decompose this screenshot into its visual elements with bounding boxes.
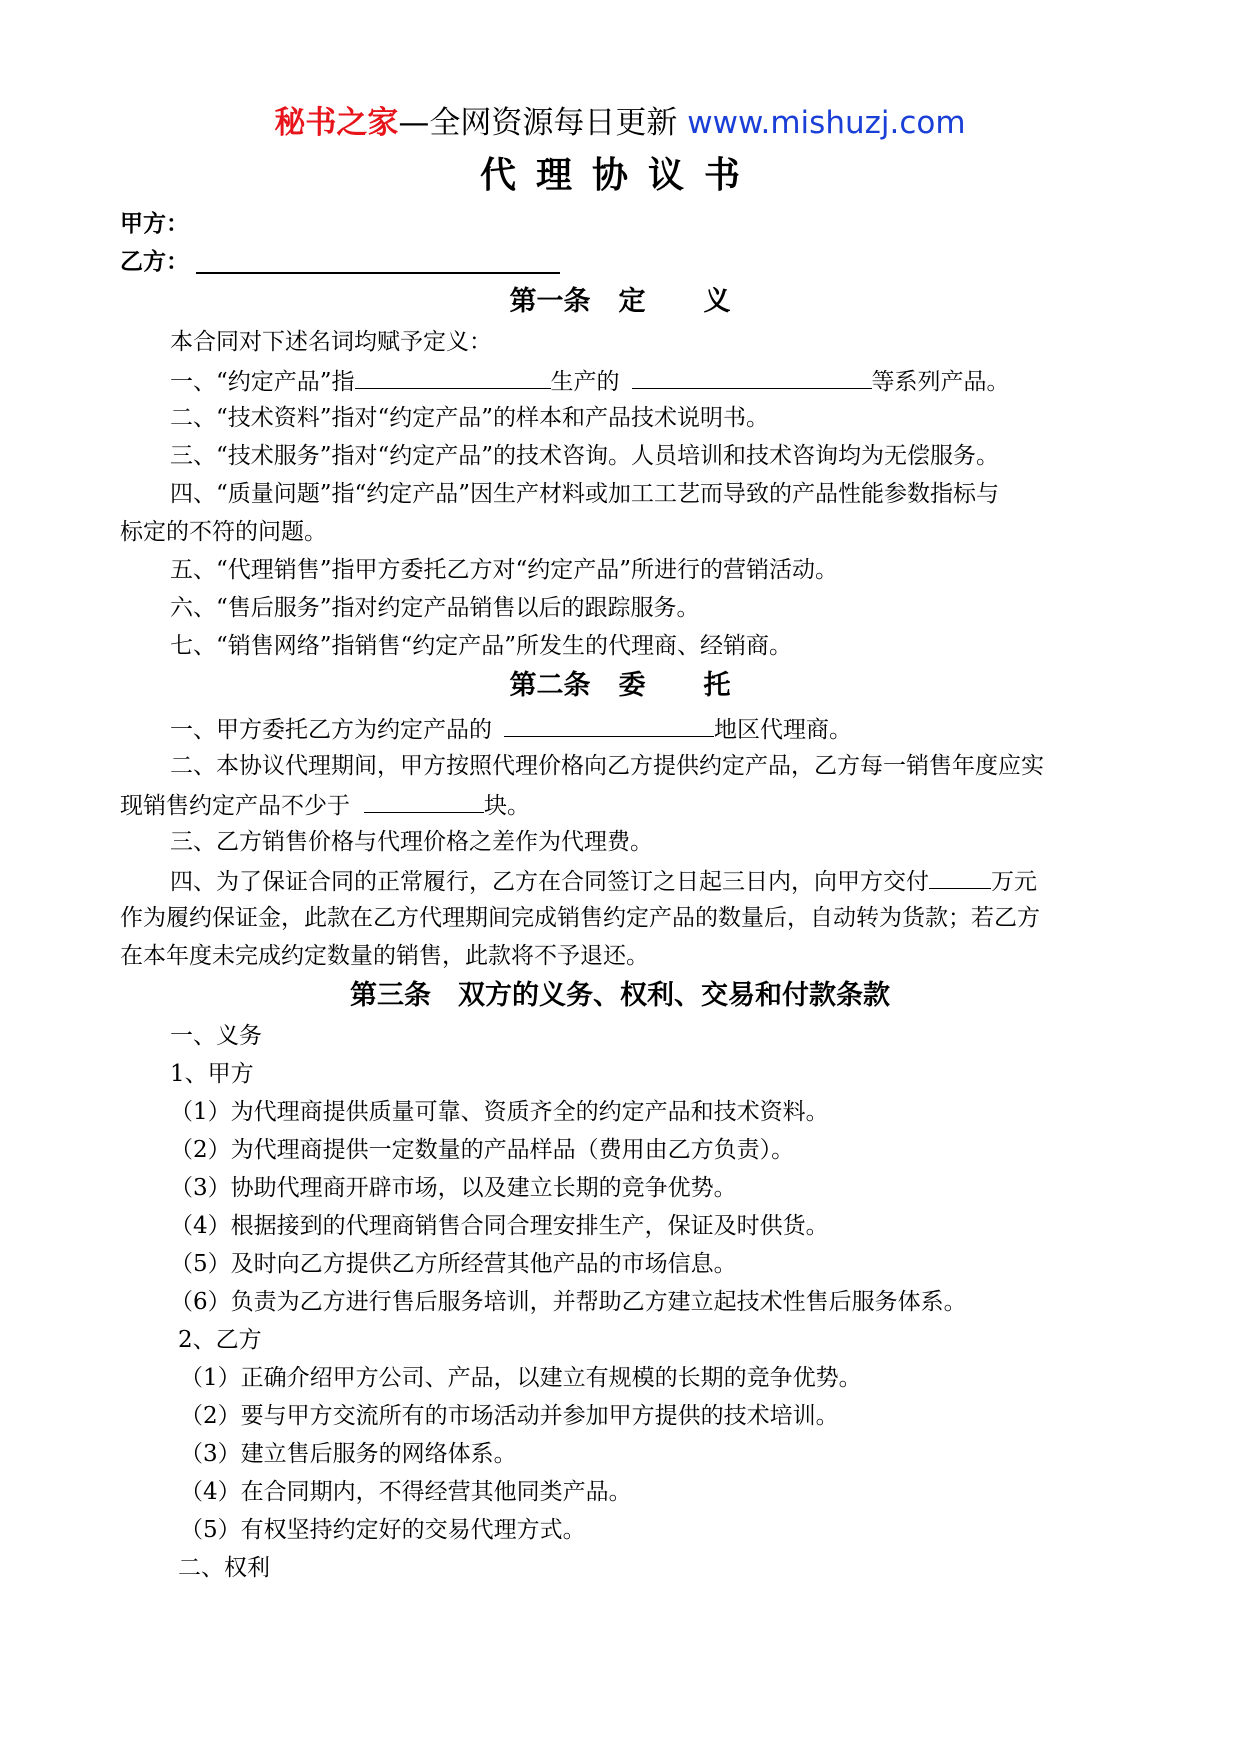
article-2-item-2-line-1: 二、本协议代理期间，甲方按照代理价格向乙方提供约定产品，乙方每一销售年度应实 [170,753,1044,779]
rights-heading: 二、权利 [178,1555,270,1581]
producer-blank [355,362,551,389]
list-item: （6）负责为乙方进行售后服务培训，并帮助乙方建立起技术性售后服务体系。 [170,1289,967,1315]
list-item: （5）及时向乙方提供乙方所经营其他产品的市场信息。 [170,1251,737,1277]
sales-quantity-blank [364,786,484,813]
product-series-blank [632,362,872,389]
list-item: （1）为代理商提供质量可靠、资质齐全的约定产品和技术资料。 [170,1099,829,1125]
article-1-item-1: 一、“约定产品”指 生产的 等系列产品。 [170,362,1010,400]
article-3-heading: 第三条 双方的义务、权利、交易和付款条款 [350,980,890,1011]
banner-url-link[interactable]: www.mishuzj.com [687,105,966,141]
article-2-item-1: 一、甲方委托乙方为约定产品的 地区代理商。 [170,710,852,748]
party-a-obligations-title: 1、甲方 [170,1061,254,1087]
list-item: （3）建立售后服务的网络体系。 [180,1441,517,1467]
list-item: （3）协助代理商开辟市场，以及建立长期的竞争优势。 [170,1175,737,1201]
article-1-number: 第一条 [509,286,591,317]
obligations-heading: 一、义务 [170,1023,262,1049]
article-2-item-4-line-1: 四、为了保证合同的正常履行，乙方在合同签订之日起三日内，向甲方交付 万元 [170,862,1037,900]
list-item: （4）在合同期内，不得经营其他同类产品。 [180,1479,632,1505]
article-2-item-3: 三、乙方销售价格与代理价格之差作为代理费。 [170,829,653,855]
article-1-item-6: 六、“售后服务”指对约定产品销售以后的跟踪服务。 [170,595,700,621]
list-item: （1）正确介绍甲方公司、产品，以建立有规模的长期的竞争优势。 [180,1365,862,1391]
site-banner [0,100,1240,146]
deposit-amount-blank [929,862,991,889]
article-1-intro: 本合同对下述名词均赋予定义： [170,329,492,355]
article-1-item-4-line-1: 四、“质量问题”指“约定产品”因生产材料或加工工艺而导致的产品性能参数指标与 [170,481,1000,507]
article-1-item-7: 七、“销售网络”指销售“约定产品”所发生的代理商、经销商。 [170,633,793,659]
party-b-blank [196,272,560,274]
article-2-word-2: 托 [703,670,731,701]
article-1-word-2: 义 [703,286,731,317]
document-title: 代理协议书 [479,155,760,196]
banner-brand: 秘书之家 [274,105,399,141]
article-2-heading [0,666,1240,706]
party-b-label: 乙方： [120,249,189,275]
party-b-obligations-title: 2、乙方 [178,1327,262,1353]
article-1-item-4-line-2: 标定的不符的问题。 [120,519,327,545]
article-2-item-4-line-3: 在本年度未完成约定数量的销售，此款将不予退还。 [120,943,649,969]
list-item: （5）有权坚持约定好的交易代理方式。 [180,1517,586,1543]
list-item: （2）为代理商提供一定数量的产品样品（费用由乙方负责）。 [170,1137,795,1163]
article-1-item-2: 二、“技术资料”指对“约定产品”的样本和产品技术说明书。 [170,405,770,431]
article-2-word-1: 委 [618,670,646,701]
article-1-heading [0,282,1240,322]
article-2-number: 第二条 [509,670,591,701]
article-1-item-5: 五、“代理销售”指甲方委托乙方对“约定产品”所进行的营销活动。 [170,557,839,583]
list-item: （2）要与甲方交流所有的市场活动并参加甲方提供的技术培训。 [180,1403,839,1429]
article-2-item-2-line-2: 现销售约定产品不少于 块。 [120,786,530,824]
banner-slogan: —全网资源每日更新 [398,105,678,141]
party-a-label: 甲方： [120,211,189,237]
article-1-item-3: 三、“技术服务”指对“约定产品”的技术咨询。人员培训和技术咨询均为无偿服务。 [170,443,1000,469]
article-2-item-4-line-2: 作为履约保证金，此款在乙方代理期间完成销售约定产品的数量后，自动转为货款；若乙方 [120,905,1040,931]
list-item: （4）根据接到的代理商销售合同合理安排生产，保证及时供货。 [170,1213,829,1239]
article-1-word-1: 定 [618,286,646,317]
region-blank [504,710,714,737]
